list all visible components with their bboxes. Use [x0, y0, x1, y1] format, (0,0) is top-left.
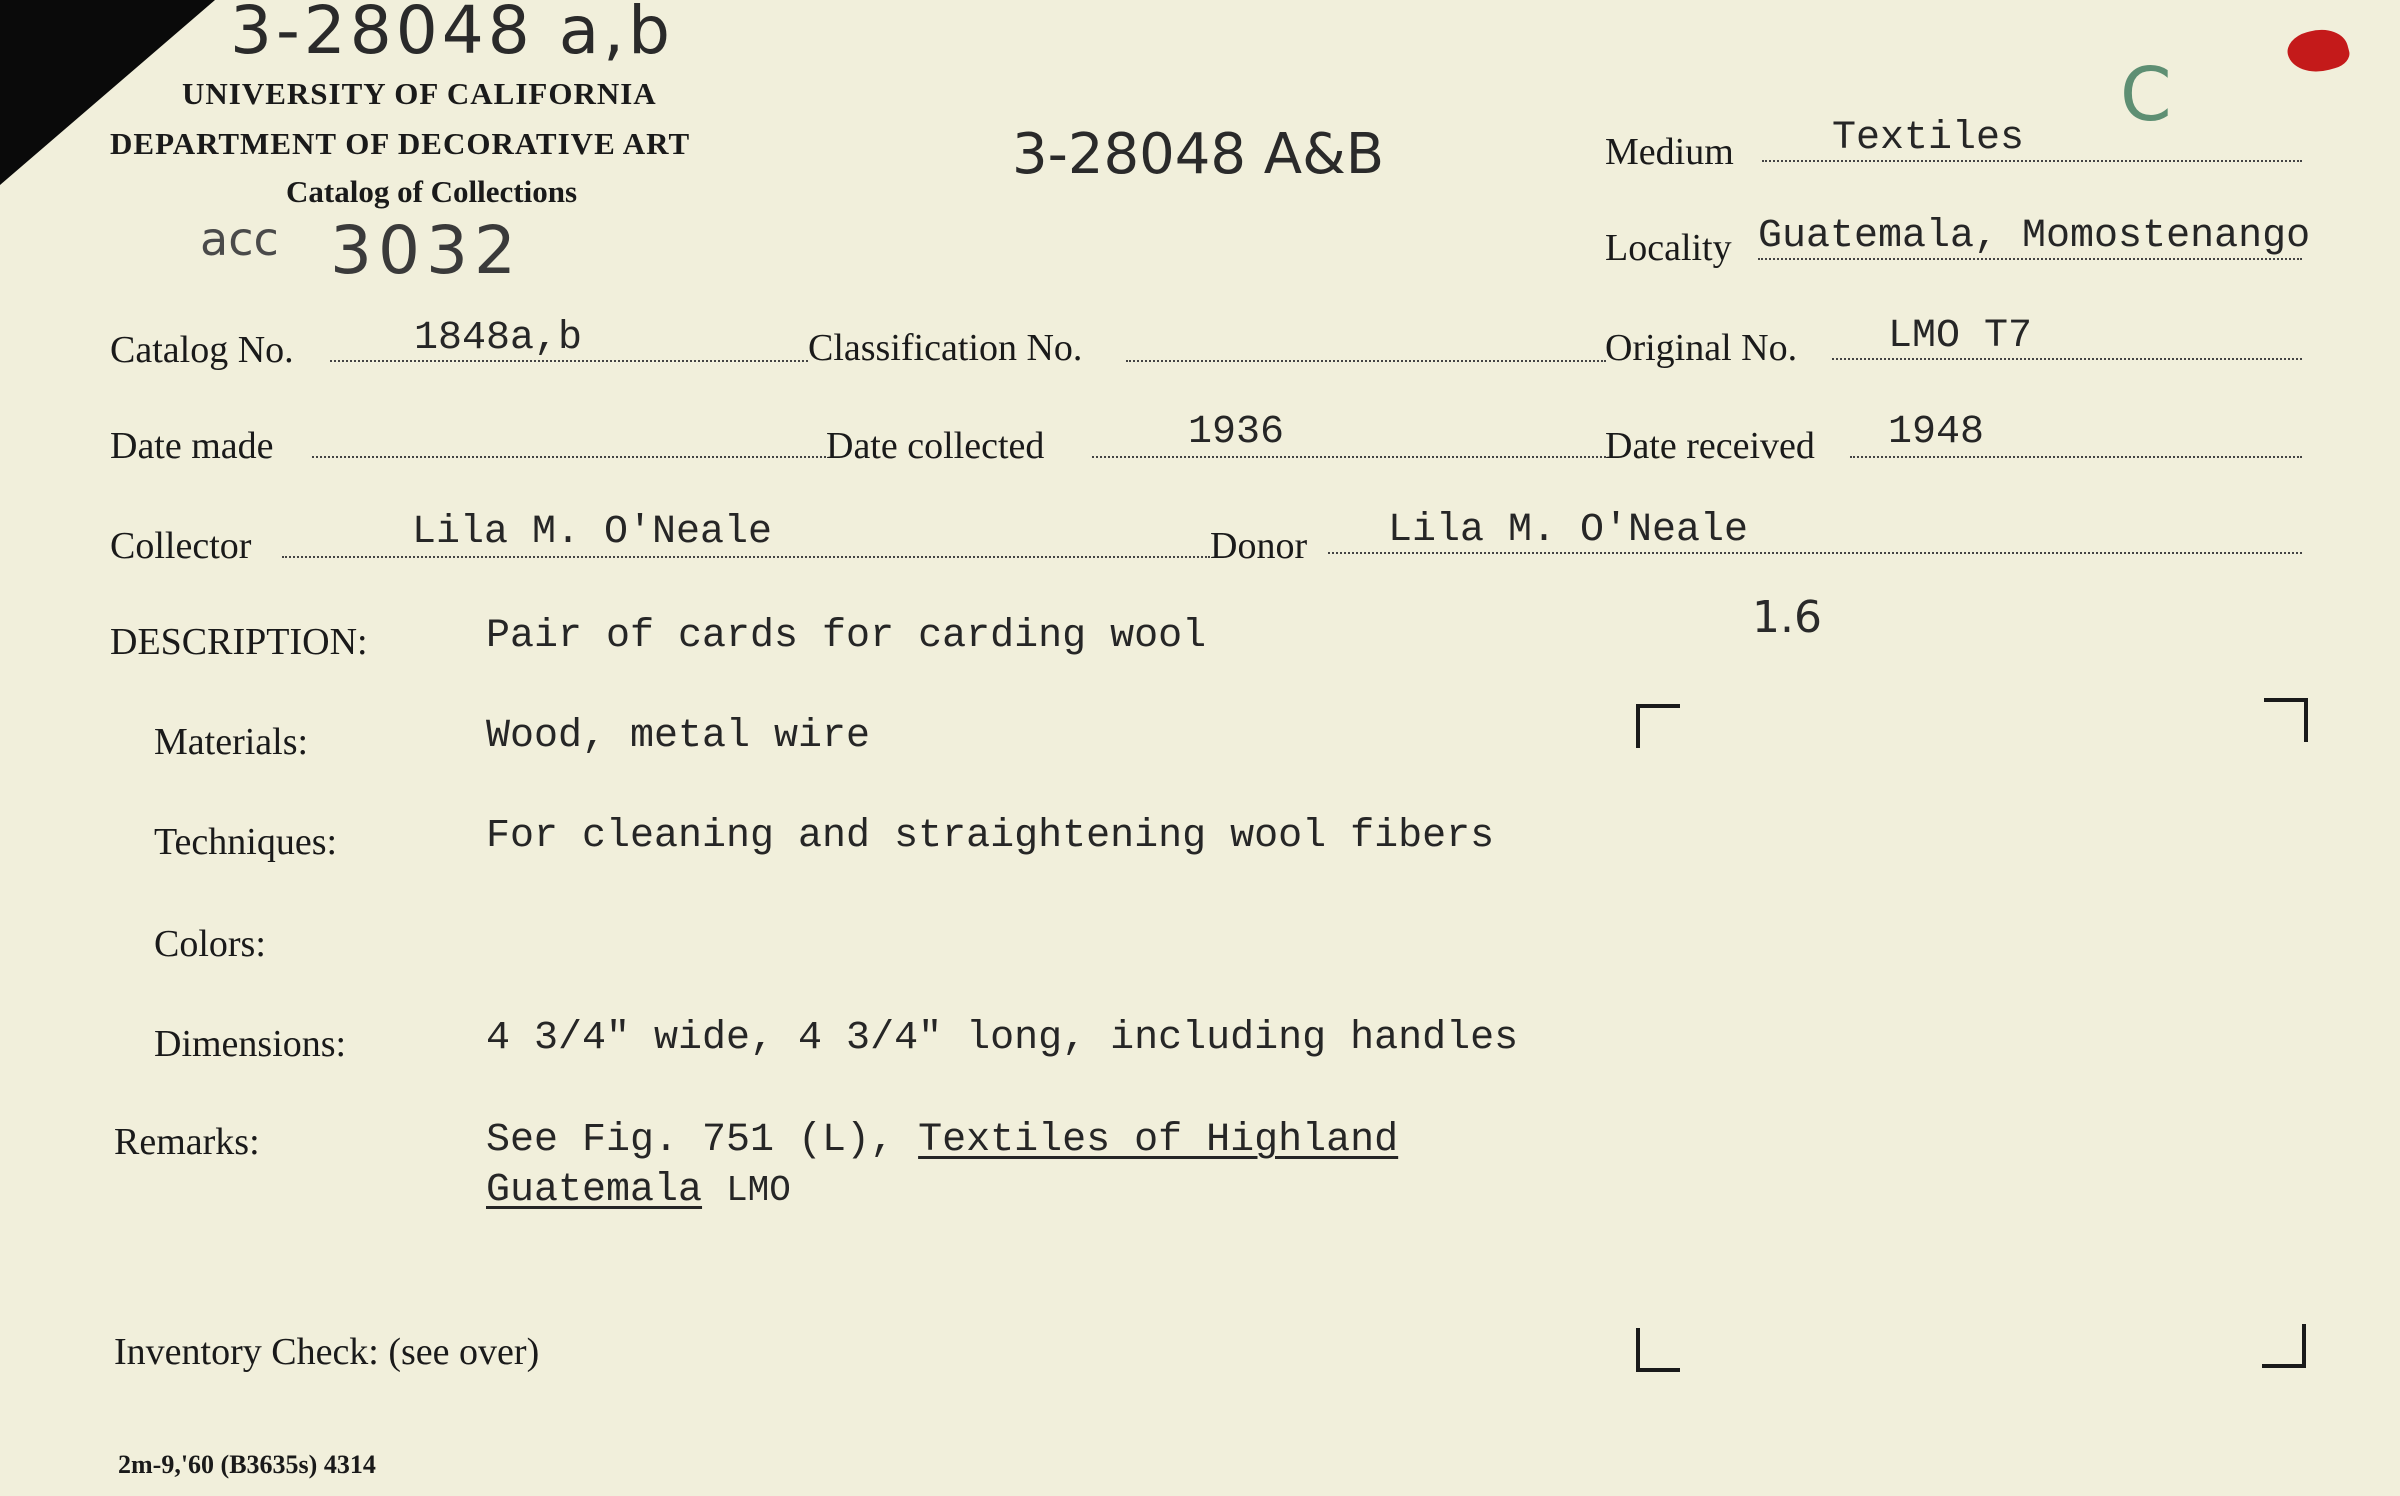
medium-label: Medium — [1605, 131, 1734, 173]
classification-line — [1126, 360, 1606, 362]
date-collected-value: 1936 — [1188, 410, 1285, 455]
print-code: 2m-9,'60 (B3635s) 4314 — [118, 1450, 376, 1479]
collector-line — [282, 556, 1210, 558]
colors-label: Colors: — [154, 923, 266, 965]
date-collected-label: Date collected — [826, 425, 1045, 467]
dimensions-value: 4 3/4" wide, 4 3/4" long, including handles — [486, 1016, 1519, 1061]
photo-bracket-top-right — [2264, 698, 2308, 742]
header-university: UNIVERSITY OF CALIFORNIA — [182, 76, 657, 111]
description-value: Pair of cards for carding wool — [486, 614, 1207, 659]
photo-bracket-bottom-left — [1636, 1328, 1680, 1372]
locality-value: Guatemala, Momostenango — [1758, 214, 2311, 259]
handwritten-acc-prefix: acc — [200, 212, 279, 266]
date-collected-line — [1092, 456, 1606, 458]
remarks-initials: LMO — [726, 1170, 791, 1211]
original-label: Original No. — [1605, 327, 1798, 369]
remarks-label: Remarks: — [114, 1121, 260, 1163]
remarks-book-title-1: Textiles of Highland — [918, 1118, 1399, 1163]
catalog-value: 1848a,b — [414, 316, 583, 361]
techniques-label: Techniques: — [154, 821, 338, 863]
remarks-book-title-2: Guatemala — [486, 1168, 703, 1213]
collector-value: Lila M. O'Neale — [412, 510, 773, 555]
remarks-line1 — [486, 1118, 1398, 1163]
date-made-label: Date made — [110, 425, 274, 467]
collector-label: Collector — [110, 525, 252, 567]
handwritten-top-number: 3-28048 a,b — [230, 0, 675, 69]
donor-label: Donor — [1210, 525, 1308, 567]
materials-value: Wood, metal wire — [486, 714, 871, 759]
photo-bracket-bottom-right — [2262, 1324, 2306, 1368]
header-catalog: Catalog of Collections — [286, 174, 578, 209]
techniques-value: For cleaning and straightening wool fibers — [486, 814, 1495, 859]
handwritten-letter-c: C — [2120, 52, 2172, 138]
medium-value: Textiles — [1832, 116, 2025, 161]
date-made-line — [312, 456, 826, 458]
date-received-label: Date received — [1605, 425, 1815, 467]
handwritten-acc-number: 3032 — [330, 212, 522, 289]
remarks-line2 — [486, 1168, 791, 1213]
remarks-text: See Fig. 751 (L), — [486, 1118, 895, 1163]
inventory-check: Inventory Check: (see over) — [114, 1331, 540, 1373]
description-label: DESCRIPTION: — [110, 621, 368, 663]
header-department: DEPARTMENT OF DECORATIVE ART — [110, 126, 691, 161]
original-value: LMO T7 — [1888, 314, 2033, 359]
locality-label: Locality — [1605, 227, 1732, 269]
date-received-value: 1948 — [1888, 410, 1985, 455]
handwritten-middle-number: 3-28048 A&B — [1012, 122, 1385, 187]
date-received-line — [1850, 456, 2302, 458]
red-mark — [2284, 23, 2353, 79]
classification-label: Classification No. — [808, 327, 1083, 369]
catalog-label: Catalog No. — [110, 329, 294, 371]
dimensions-label: Dimensions: — [154, 1023, 347, 1065]
donor-value: Lila M. O'Neale — [1388, 508, 1749, 553]
materials-label: Materials: — [154, 721, 309, 763]
photo-bracket-top-left — [1636, 704, 1680, 748]
handwritten-dims-note: 1.6 — [1752, 592, 1822, 643]
